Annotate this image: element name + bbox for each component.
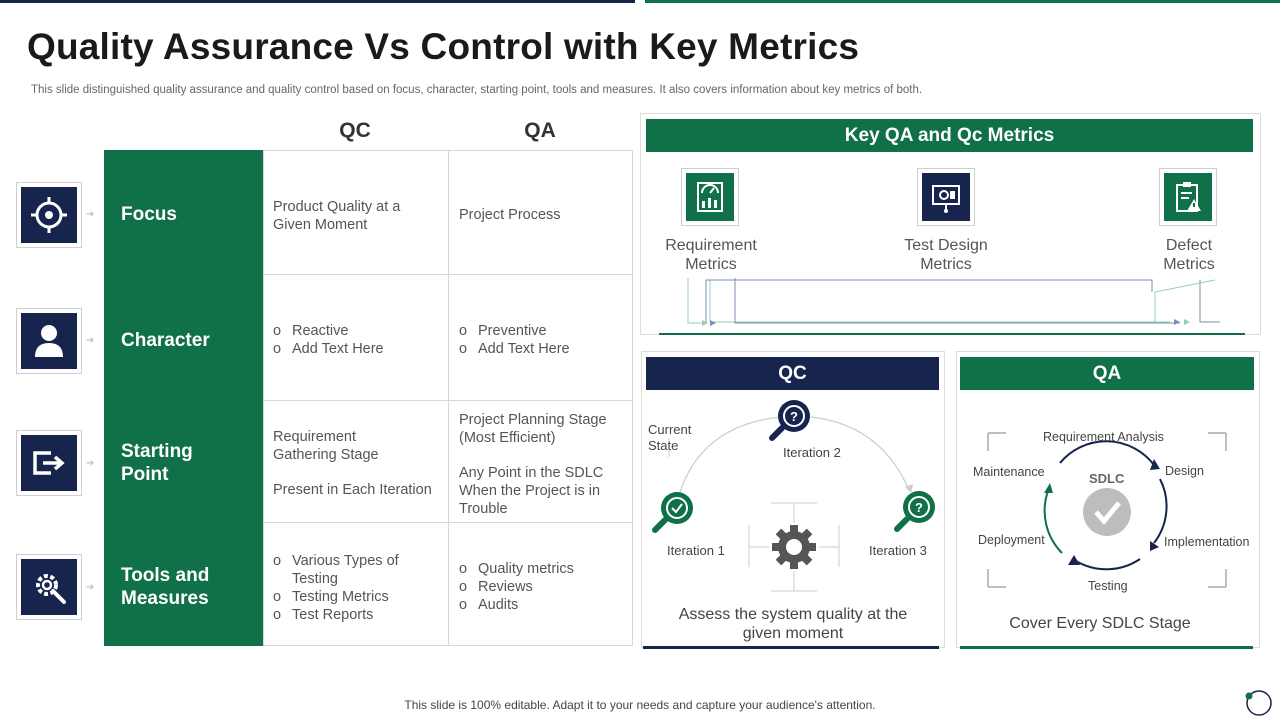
grid-divider — [263, 400, 633, 401]
page-subtitle: This slide distinguished quality assurance and quality control based on focus, character, starting point, tools and measures. It also covers information about key metrics of both. — [31, 84, 923, 96]
chevron-right-icon: ➜ — [86, 209, 95, 220]
chevron-right-icon: ➜ — [86, 458, 95, 469]
chevron-right-icon: ➜ — [86, 582, 95, 593]
metric-label-test-design: Test Design Metrics — [904, 237, 988, 273]
top-accent-green — [645, 0, 1280, 3]
question-magnifier-icon — [772, 400, 810, 438]
grid-divider — [263, 522, 633, 523]
grid-divider — [263, 274, 633, 275]
list-item: o Add Text Here — [273, 341, 384, 357]
starting-point-qa-text-2: Any Point in the SDLC When the Project is in Trouble — [459, 465, 604, 517]
qc-panel-underline — [643, 646, 939, 649]
exit-arrow-icon — [16, 430, 82, 496]
row-label-tools-measures: Tools and Measures — [121, 565, 210, 609]
checkmark-magnifier-icon — [655, 492, 693, 530]
tools-qa-list — [459, 560, 624, 614]
question-magnifier-icon — [897, 491, 935, 529]
footer-note: This slide is 100% editable. Adapt it to your needs and capture your audience's attention. — [404, 698, 876, 712]
column-header-qc: QC — [339, 119, 371, 142]
list-item: o Quality metrics — [459, 561, 574, 577]
svg-text:?: ? — [790, 409, 798, 424]
metrics-connector-lines — [640, 270, 1261, 340]
page-title: Quality Assurance Vs Control with Key Metrics — [27, 26, 860, 67]
list-item: o Preventive — [459, 323, 547, 339]
tools-gear-icon — [16, 554, 82, 620]
qa-panel-underline — [960, 646, 1253, 649]
character-qa-list — [459, 322, 624, 358]
row-label-starting-point: Starting Point — [121, 441, 193, 485]
sdlc-stage-design: Design — [1165, 464, 1204, 478]
clipboard-warning-icon — [1159, 168, 1217, 226]
qc-panel-header: QC — [646, 357, 939, 390]
starting-point-qc-text-1: Requirement Gathering Stage — [273, 429, 379, 463]
focus-qc-text: Product Quality at a Given Moment — [273, 199, 401, 233]
sdlc-stage-deployment: Deployment — [978, 533, 1045, 547]
qc-iteration-2-label: Iteration 2 — [783, 445, 841, 460]
starting-point-qa-text-1: Project Planning Stage (Most Efficient) — [459, 412, 607, 446]
row-label-focus: Focus — [121, 204, 177, 225]
svg-text:?: ? — [915, 500, 923, 515]
list-item: o Audits — [459, 597, 519, 613]
list-item: o Reactive — [273, 323, 349, 339]
person-icon — [16, 308, 82, 374]
qc-iteration-3-label: Iteration 3 — [869, 543, 927, 558]
key-metrics-header: Key QA and Qc Metrics — [646, 119, 1253, 152]
character-qc-list — [273, 322, 438, 358]
list-item: o Testing Metrics — [273, 589, 389, 605]
chevron-right-icon: ➜ — [86, 335, 95, 346]
target-icon — [16, 182, 82, 248]
qc-current-state-label: Current State — [648, 422, 692, 453]
list-item: o Add Text Here — [459, 341, 570, 357]
starting-point-qc-text-2: Present in Each Iteration — [273, 482, 432, 498]
qa-panel-header: QA — [960, 357, 1254, 390]
qc-caption: Assess the system quality at the given moment — [678, 606, 908, 642]
list-item: o Various Types of Testing — [273, 553, 399, 587]
sdlc-stage-maintenance: Maintenance — [973, 465, 1045, 479]
sdlc-stage-testing: Testing — [1088, 579, 1128, 593]
sdlc-stage-requirement-analysis: Requirement Analysis — [1043, 430, 1164, 444]
sdlc-cycle-diagram — [956, 395, 1260, 610]
dashboard-chart-icon — [681, 168, 739, 226]
metric-label-defect: Defect Metrics — [1163, 237, 1215, 273]
monitor-settings-icon — [917, 168, 975, 226]
circle-logo-icon — [1243, 688, 1275, 718]
row-label-character: Character — [121, 330, 210, 351]
focus-qa-text: Project Process — [459, 207, 561, 223]
top-accent-navy — [0, 0, 635, 3]
list-item: o Reviews — [459, 579, 533, 595]
tools-qc-list — [273, 552, 438, 624]
column-header-qa: QA — [524, 119, 556, 142]
qa-caption: Cover Every SDLC Stage — [1009, 615, 1191, 632]
qc-iteration-1-label: Iteration 1 — [667, 543, 725, 558]
grid-divider — [448, 150, 449, 646]
sdlc-stage-implementation: Implementation — [1164, 535, 1250, 549]
sdlc-center-label: SDLC — [1089, 471, 1125, 486]
metric-label-requirement: Requirement Metrics — [665, 237, 757, 273]
list-item: o Test Reports — [273, 607, 374, 623]
